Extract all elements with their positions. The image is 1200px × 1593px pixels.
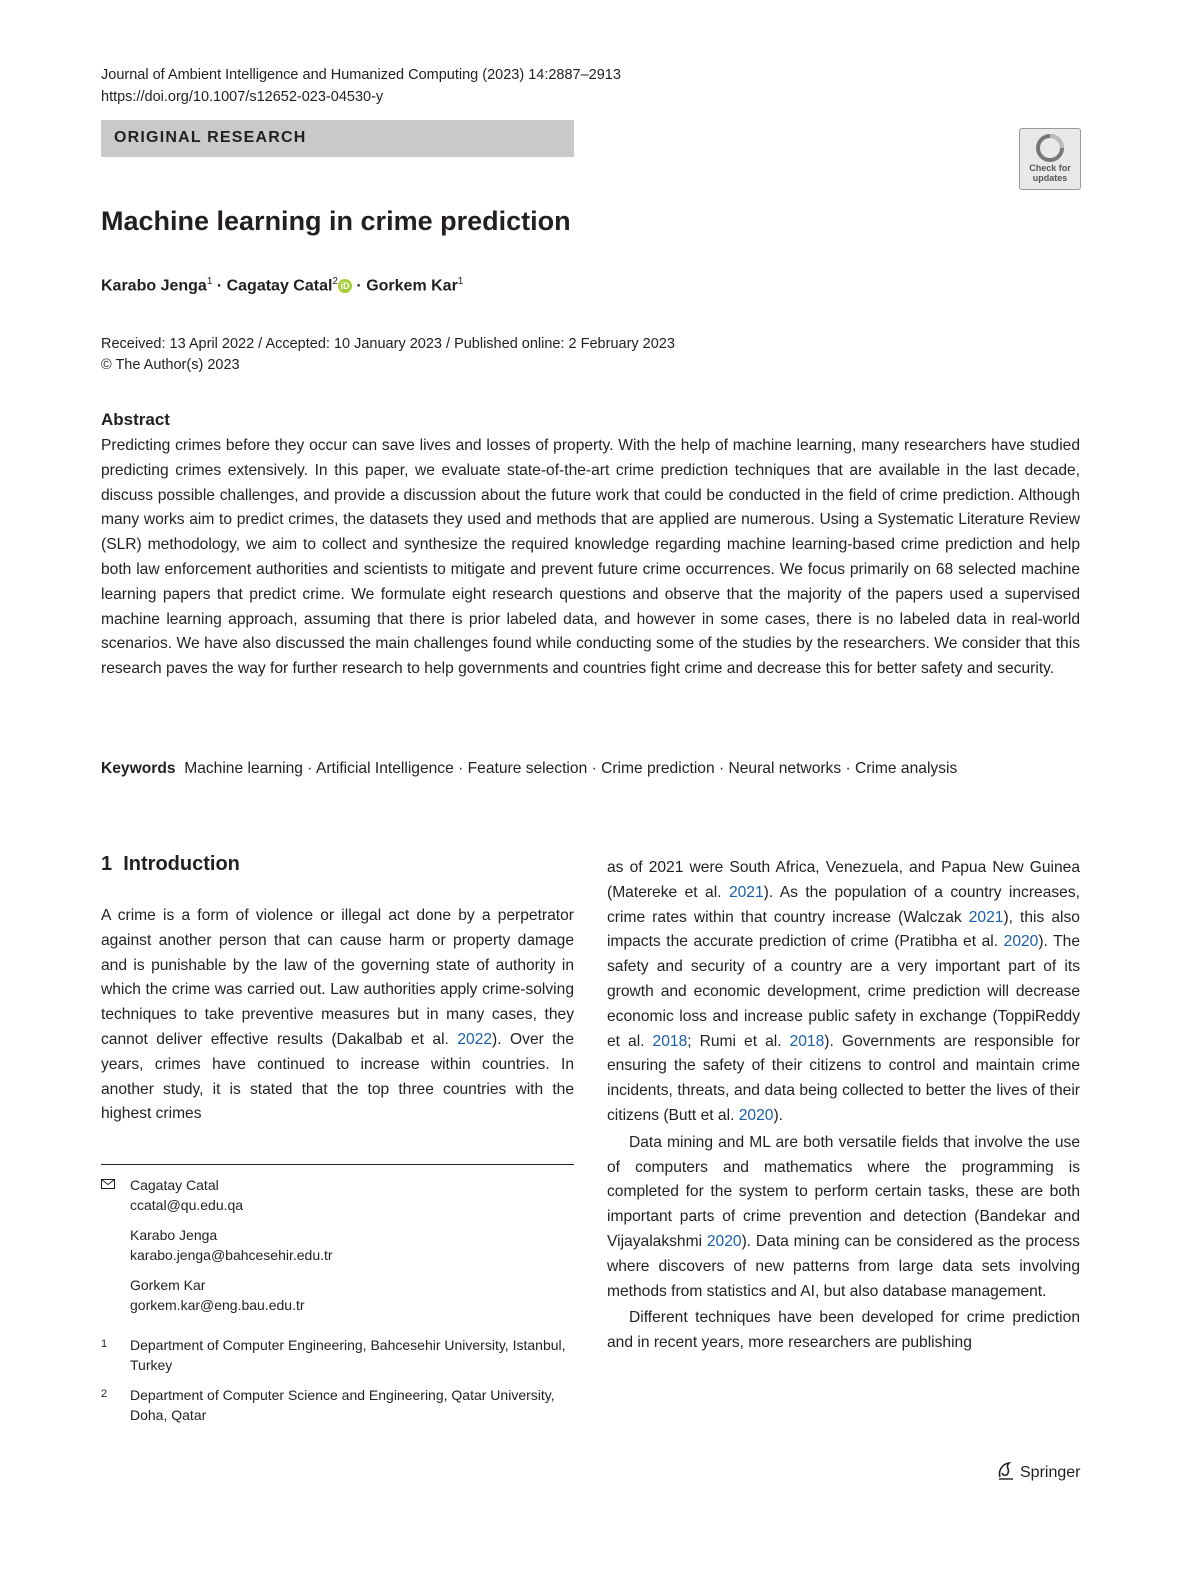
affiliation-number: 2 [101,1388,108,1400]
envelope-icon [101,1175,115,1195]
journal-header [101,64,621,108]
citation-link[interactable]: 2021 [728,883,764,901]
paragraph-text: ). Data mining can be considered as the process where discovers of new patterns from large data sets involving methods from statistics and AI, but also database management. [607,1232,1080,1300]
refresh-icon [1035,133,1065,163]
copyright-line: © The Author(s) 2023 [101,357,240,373]
paragraph-text: ; Rumi et al. [687,1032,790,1050]
contact-block [130,1175,333,1315]
author-affiliation-mark: 1 [206,276,213,287]
keywords-label: Keywords [101,760,176,777]
paragraph [607,1131,1080,1305]
contact-email[interactable]: gorkem.kar@eng.bau.edu.tr [130,1297,305,1313]
author-name[interactable]: Karabo Jenga [101,277,207,295]
citation-link[interactable]: 2020 [706,1232,742,1250]
contact-name: Karabo Jenga [130,1227,218,1243]
paragraph [607,856,1080,1129]
contact-name: Gorkem Kar [130,1277,206,1293]
right-column [607,856,1080,1356]
author-list [101,276,463,295]
orcid-icon[interactable]: iD [338,279,352,293]
contact-email[interactable]: ccatal@qu.edu.qa [130,1197,244,1213]
publication-dates [101,334,675,376]
author-affiliation-mark: 2 [332,276,338,287]
paragraph-text: A crime is a form of violence or illegal act done by a perpetrator against another person that can cause harm or property damage and is punishable by the law of the governing state of authority in which the crime was carried out. Law authorities apply crime-solving techniques to take preventive measures but in many cases, they cannot deliver effective results (Dakalbab et al. [101,907,574,1048]
citation-link[interactable]: 2018 [789,1032,825,1050]
citation-link[interactable]: 2018 [652,1032,688,1050]
paragraph-text: ). [773,1106,783,1124]
paragraph: Different techniques have been developed for crime prediction and in recent years, more researchers are publishing [607,1309,1080,1352]
footnote-divider [101,1164,574,1165]
section-number: 1 [101,853,113,875]
check-for-updates-badge[interactable] [1019,128,1081,190]
publisher-footer [996,1461,1080,1482]
section-title: Introduction [123,853,240,875]
paragraph-text: ), this also impacts the accurate prediction of crime (Pratibha et al. [607,908,1080,951]
journal-citation: Journal of Ambient Intelligence and Humanized Computing (2023) 14:2887–2913 [101,67,621,83]
author-affiliation-mark: 1 [457,276,464,287]
article-type-banner [101,120,574,157]
contact-email[interactable]: karabo.jenga@bahcesehir.edu.tr [130,1247,333,1263]
citation-link[interactable]: 2022 [457,1030,493,1048]
affiliation-text: Department of Computer Science and Engineering, Qatar University, Doha, Qatar [130,1387,555,1423]
author-separator: · [351,277,367,295]
citation-link[interactable]: 2020 [1003,933,1039,951]
affiliation-text: Department of Computer Engineering, Bahcesehir University, Istanbul, Turkey [130,1337,566,1373]
doi-link[interactable]: https://doi.org/10.1007/s12652-023-04530-y [101,89,384,105]
check-label-2: updates [1032,173,1068,183]
keywords-list: Machine learning · Artificial Intelligence · Feature selection · Crime prediction · Neural networks · Crime analysis [184,760,958,777]
paragraph-text: ). As the population of a country increases, crime rates within that country increase (Walczak [607,883,1080,926]
history-dates: Received: 13 April 2022 / Accepted: 10 January 2023 / Published online: 2 February 2023 [101,336,675,352]
author-name[interactable]: Cagatay Catal [226,277,333,295]
author-separator: · [212,277,227,295]
paragraph-text: Data mining and ML are both versatile fields that involve the use of computers and mathematics where the programming is completed for the system to perform certain tasks, these are both important parts of crime prevention and detection (Bandekar and Vijayalakshmi [607,1133,1080,1250]
article-title: Machine learning in crime prediction [101,206,571,236]
author-name[interactable]: Gorkem Kar [366,277,458,295]
paragraph-text: ). Governments are responsible for ensuring the safety of their citizens to control and maintain crime incidents, threats, and data being collected to better the lives of their citizens (Butt et al. [607,1032,1080,1124]
check-label-1: Check for [1029,163,1071,173]
left-column [101,904,574,1127]
paragraph-text: as of 2021 were South Africa, Venezuela, and Papua New Guinea (Matereke et al. [607,859,1080,901]
citation-link[interactable]: 2021 [968,908,1004,926]
paragraph-text: ). Over the years, crimes have continued to increase within countries. In another study, it is stated that the top three countries with the highest crimes [101,1030,574,1123]
article-type-label: ORIGINAL RESEARCH [114,129,307,146]
paragraph [101,904,574,1127]
keywords [101,757,1080,782]
affiliation-number: 1 [101,1338,108,1350]
abstract-text: Predicting crimes before they occur can save lives and losses of property. With the help of machine learning, many researchers have studied predicting crimes extensively. In this paper, we evaluate state-of-the-art crime prediction techniques that are available in the last decade, discuss possible challenges, and provide a discussion about the future work that could be conducted in the field of crime prediction. Although many works aim to predict crimes, the datasets they used and methods that are applied are numerous. Using a Systematic Literature Review (SLR) methodology, we aim to collect and synthesize the required knowledge regarding machine learning-based crime prediction and help both law enforcement authorities and scientists to mitigate and prevent future crime occurrences. We focus primarily on 68 selected machine learning papers that predict crime. We formulate eight research questions and observe that the majority of the papers used a supervised machine learning approach, assuming that there is prior labeled data, and however in some cases, there is no labeled data in real-world scenarios. We have also discussed the main challenges found while conducting some of the studies by the researchers. We consider that this research paves the way for further research to help governments and countries fight crime and decrease this for better safety and security. [101,437,1080,678]
publisher-name: Springer [1020,1464,1081,1481]
paragraph-text: ). The safety and security of a country are a very important part of its growth and economic development, crime prediction will decrease economic loss and increase public safety in exchange (ToppiReddy et al. [607,933,1081,1050]
springer-logo-icon [996,1461,1016,1481]
citation-link[interactable]: 2020 [738,1106,774,1124]
contact-name: Cagatay Catal [130,1177,219,1193]
section-heading-introduction [101,853,240,876]
abstract-heading: Abstract [101,410,170,429]
